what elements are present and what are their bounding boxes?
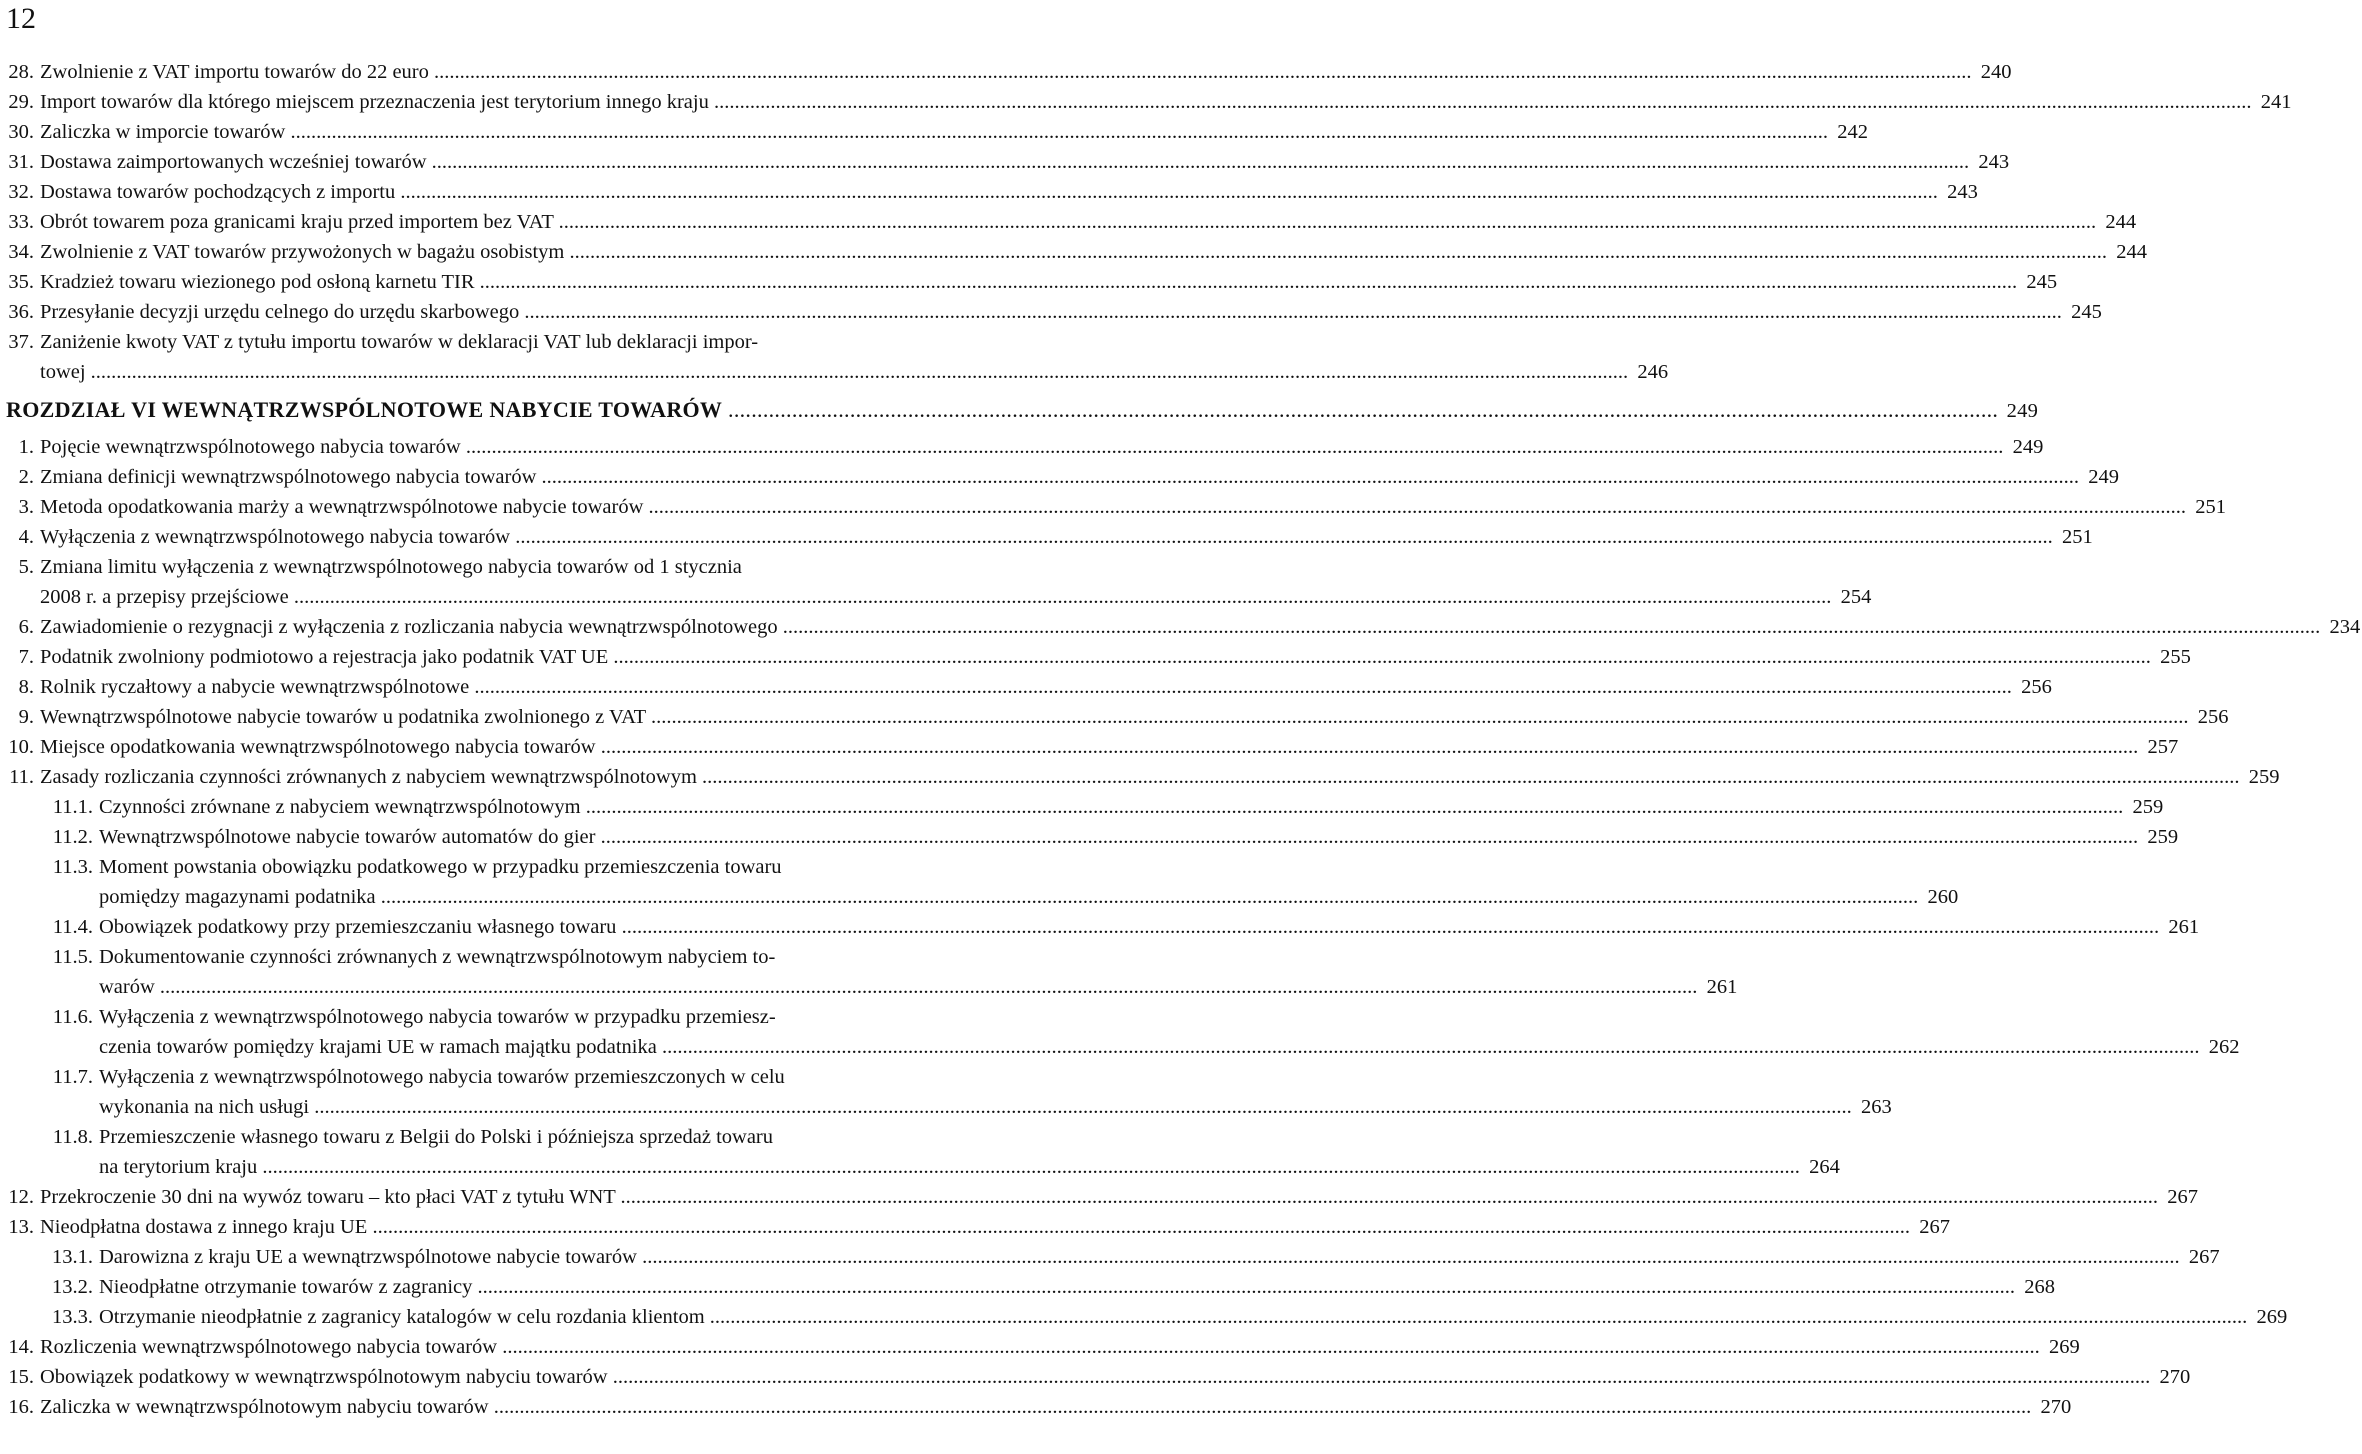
entry-page: 241	[2260, 91, 2292, 113]
toc-entry[interactable]	[0, 147, 2010, 177]
toc-entry[interactable]	[0, 792, 2164, 822]
toc-entry[interactable]	[0, 702, 2229, 732]
entry-title-line2: wykonania na nich usługi .....	[99, 1092, 1852, 1122]
entry-title: Obrót towarem poza granicami kraju przed importem bez VAT .....	[40, 207, 2096, 237]
entry-title-line1: Moment powstania obowiązku podatkowego w przypadku przemieszczenia towaru	[99, 856, 782, 878]
toc-entry[interactable]	[0, 177, 1978, 207]
toc-entry[interactable]	[0, 432, 2044, 462]
chapter-title: ROZDZIAŁ VI WEWNĄTRZWSPÓLNOTOWE NABYCIE TOWARÓW .....	[0, 393, 1998, 427]
toc-entry[interactable]	[0, 942, 1738, 1002]
entry-number: 34.	[8, 241, 34, 263]
entry-number: 33.	[8, 211, 34, 233]
entry-number: 11.7.	[52, 1066, 93, 1088]
entry-page: 249	[2088, 466, 2120, 488]
entry-title-line2: na terytorium kraju .....	[99, 1152, 1800, 1182]
entry-page: 254	[1840, 586, 1872, 608]
toc-entry[interactable]	[0, 1362, 2191, 1392]
entry-page: 259	[2132, 796, 2164, 818]
entry-page: 242	[1837, 121, 1868, 143]
entry-page: 260	[1927, 886, 1959, 908]
entry-number: 35.	[8, 271, 34, 293]
toc-entry[interactable]	[0, 57, 2012, 87]
entry-number: 3.	[18, 496, 34, 518]
toc-entry[interactable]	[0, 522, 2093, 552]
entry-title-line2: towej .....	[40, 357, 1628, 387]
entry-title: Rozliczenia wewnątrzwspólnotowego nabycia towarów .....	[40, 1332, 2040, 1362]
entry-page: 244	[2116, 241, 2147, 263]
entry-number: 12.	[8, 1186, 34, 1208]
toc-entry[interactable]	[0, 1302, 2288, 1332]
toc-entry[interactable]	[0, 732, 2179, 762]
entry-page: 243	[1947, 181, 1978, 203]
entry-title-line1: Wyłączenia z wewnątrzwspólnotowego nabycia towarów przemieszczonych w celu	[99, 1066, 785, 1088]
entry-number: 1.	[18, 436, 34, 458]
entry-number: 11.8.	[52, 1126, 93, 1148]
page-number: 12	[6, 2, 36, 35]
entry-number: 6.	[18, 616, 34, 638]
entry-page: 267	[2188, 1246, 2220, 1268]
toc-entry[interactable]	[0, 87, 2292, 117]
entry-number: 11.2.	[52, 826, 93, 848]
entry-page: 257	[2147, 736, 2179, 758]
entry-number: 11.1.	[52, 796, 93, 818]
entry-title: Wewnątrzwspólnotowe nabycie towarów automatów do gier .....	[99, 822, 2138, 852]
toc-entry[interactable]	[0, 1002, 2240, 1062]
entry-title-line2: pomiędzy magazynami podatnika .....	[99, 882, 1918, 912]
entry-page: 251	[2061, 526, 2093, 548]
entry-number: 16.	[8, 1396, 34, 1418]
entry-title-line2: warów .....	[99, 972, 1697, 1002]
entry-title: Zwolnienie z VAT towarów przywożonych w bagażu osobistym .....	[40, 237, 2107, 267]
toc-entry[interactable]	[0, 207, 2137, 237]
entry-number: 36.	[8, 301, 34, 323]
entry-number: 29.	[8, 91, 34, 113]
entry-number: 31.	[8, 151, 34, 173]
entry-page: 269	[2048, 1336, 2080, 1358]
entry-title: Kradzież towaru wiezionego pod osłoną karnetu TIR .....	[40, 267, 2017, 297]
entry-title: Zaliczka w imporcie towarów .....	[40, 117, 1828, 147]
toc-entry[interactable]	[0, 1242, 2220, 1272]
toc-entry[interactable]	[0, 1272, 2056, 1302]
entry-title-line1: Zmiana limitu wyłączenia z wewnątrzwspólnotowego nabycia towarów od 1 stycznia	[40, 556, 742, 578]
entry-number: 14.	[8, 1336, 34, 1358]
entry-number: 11.4.	[52, 916, 93, 938]
entry-page: 256	[2197, 706, 2229, 728]
entry-page: 245	[2071, 301, 2102, 323]
entry-number: 13.1.	[52, 1246, 93, 1268]
entry-title: Rolnik ryczałtowy a nabycie wewnątrzwspólnotowe .....	[40, 672, 2012, 702]
toc-entry[interactable]	[0, 327, 1669, 387]
entry-title: Darowizna z kraju UE a wewnątrzwspólnotowe nabycie towarów .....	[99, 1242, 2180, 1272]
entry-title-line2: 2008 r. a przepisy przejściowe .....	[40, 582, 1831, 612]
entry-title: Przekroczenie 30 dni na wywóz towaru – kto płaci VAT z tytułu WNT .....	[40, 1182, 2158, 1212]
entry-number: 10.	[8, 736, 34, 758]
entry-title: Otrzymanie nieodpłatnie z zagranicy katalogów w celu rozdania klientom .....	[99, 1302, 2247, 1332]
entry-number: 32.	[8, 181, 34, 203]
entry-page: 264	[1809, 1156, 1840, 1178]
table-of-contents	[0, 57, 2361, 1422]
entry-page: 268	[2024, 1276, 2056, 1298]
entry-number: 5.	[18, 556, 34, 578]
entry-number: 13.3.	[52, 1306, 93, 1328]
entry-page: 244	[2105, 211, 2137, 233]
entry-title-line1: Wyłączenia z wewnątrzwspólnotowego nabycia towarów w przypadku przemiesz-	[99, 1006, 776, 1028]
entry-page: 263	[1860, 1096, 1892, 1118]
entry-number: 28.	[8, 61, 34, 83]
toc-entry[interactable]	[0, 267, 2058, 297]
entry-page: 234	[2329, 616, 2361, 638]
entry-number: 13.2.	[52, 1276, 93, 1298]
entry-title: Dostawa zaimportowanych wcześniej towarów .....	[40, 147, 1969, 177]
toc-entry[interactable]	[0, 462, 2120, 492]
entry-title: Wewnątrzwspólnotowe nabycie towarów u podatnika zwolnionego z VAT .....	[40, 702, 2188, 732]
entry-page: 249	[2012, 436, 2044, 458]
toc-entry[interactable]	[0, 852, 1959, 912]
entry-page: 240	[1980, 61, 2012, 83]
entry-title-line1: Przemieszczenie własnego towaru z Belgii do Polski i późniejsza sprzedaż towaru	[99, 1126, 773, 1148]
toc-entry[interactable]	[0, 237, 2147, 267]
toc-entry[interactable]	[0, 642, 2191, 672]
entry-page: 261	[2168, 916, 2200, 938]
entry-title: Obowiązek podatkowy w wewnątrzwspólnotowym nabyciu towarów .....	[40, 1362, 2150, 1392]
entry-page: 259	[2248, 766, 2280, 788]
entry-title: Podatnik zwolniony podmiotowo a rejestracja jako podatnik VAT UE .....	[40, 642, 2151, 672]
entry-title: Pojęcie wewnątrzwspólnotowego nabycia towarów .....	[40, 432, 2003, 462]
entry-title: Metoda opodatkowania marży a wewnątrzwspólnotowe nabycie towarów .....	[40, 492, 2186, 522]
chapter-page: 249	[2006, 400, 2039, 422]
entry-number: 30.	[8, 121, 34, 143]
toc-entry[interactable]	[0, 492, 2227, 522]
entry-title: Wyłączenia z wewnątrzwspólnotowego nabycia towarów .....	[40, 522, 2053, 552]
entry-page: 269	[2256, 1306, 2288, 1328]
entry-title: Czynności zrównane z nabyciem wewnątrzwspólnotowym .....	[99, 792, 2123, 822]
toc-entry[interactable]	[0, 1212, 1950, 1242]
toc-entry[interactable]	[0, 1062, 1892, 1122]
entry-title: Zaliczka w wewnątrzwspólnotowym nabyciu towarów .....	[40, 1392, 2031, 1422]
entry-title: Przesyłanie decyzji urzędu celnego do urzędu skarbowego .....	[40, 297, 2062, 327]
entry-title: Zasady rozliczania czynności zrównanych z nabyciem wewnątrzwspólnotowym .....	[40, 762, 2240, 792]
toc-entry[interactable]	[0, 1122, 1840, 1182]
entry-page: 270	[2159, 1366, 2191, 1388]
entry-title: Zawiadomienie o rezygnacji z wyłączenia z rozliczania nabycia wewnątrzwspólnotowego .....	[40, 612, 2320, 642]
entry-number: 2.	[18, 466, 34, 488]
toc-entry[interactable]	[0, 1182, 2199, 1212]
entry-title: Zmiana definicji wewnątrzwspólnotowego nabycia towarów .....	[40, 462, 2079, 492]
entry-title-line1: Zaniżenie kwoty VAT z tytułu importu towarów w deklaracji VAT lub deklaracji impor-	[40, 331, 759, 353]
entry-number: 37.	[8, 331, 34, 353]
entry-title: Nieodpłatna dostawa z innego kraju UE .....	[40, 1212, 1910, 1242]
entry-page: 256	[2021, 676, 2052, 698]
entry-number: 15.	[8, 1366, 34, 1388]
entry-page: 243	[1978, 151, 2010, 173]
entry-title: Obowiązek podatkowy przy przemieszczaniu własnego towaru .....	[99, 912, 2159, 942]
chapter-heading[interactable]	[0, 393, 2039, 428]
entry-title: Zwolnienie z VAT importu towarów do 22 euro .....	[40, 57, 1972, 87]
toc-entry[interactable]	[0, 552, 1872, 612]
toc-entry[interactable]	[0, 672, 2052, 702]
entry-title: Miejsce opodatkowania wewnątrzwspólnotowego nabycia towarów .....	[40, 732, 2138, 762]
toc-entry[interactable]	[0, 912, 2200, 942]
toc-entry[interactable]	[0, 612, 2361, 642]
entry-title: Nieodpłatne otrzymanie towarów z zagranicy .....	[99, 1272, 2015, 1302]
toc-entry[interactable]	[0, 1392, 2072, 1422]
toc-entry[interactable]	[0, 762, 2280, 792]
toc-entry[interactable]	[0, 1332, 2080, 1362]
entry-number: 11.	[9, 766, 34, 788]
entry-page: 267	[2167, 1186, 2199, 1208]
entry-page: 246	[1637, 361, 1669, 383]
entry-page: 255	[2160, 646, 2191, 668]
entry-title: Dostawa towarów pochodzących z importu .....	[40, 177, 1938, 207]
entry-number: 11.6.	[52, 1006, 93, 1028]
entry-page: 262	[2208, 1036, 2240, 1058]
entry-number: 7.	[18, 646, 34, 668]
entry-number: 11.3.	[52, 856, 93, 878]
entry-page: 245	[2026, 271, 2058, 293]
toc-entry[interactable]	[0, 297, 2102, 327]
toc-entry[interactable]	[0, 117, 1868, 147]
entry-title: Import towarów dla którego miejscem przeznaczenia jest terytorium innego kraju .....	[40, 87, 2251, 117]
entry-page: 251	[2195, 496, 2227, 518]
toc-entry[interactable]	[0, 822, 2179, 852]
entry-page: 259	[2147, 826, 2179, 848]
entry-number: 13.	[8, 1216, 34, 1238]
entry-page: 270	[2040, 1396, 2072, 1418]
entry-page: 261	[1706, 976, 1738, 998]
entry-number: 11.5.	[52, 946, 93, 968]
entry-number: 4.	[18, 526, 34, 548]
entry-title-line1: Dokumentowanie czynności zrównanych z wewnątrzwspólnotowym nabyciem to-	[99, 946, 776, 968]
entry-number: 9.	[18, 706, 34, 728]
entry-number: 8.	[18, 676, 34, 698]
entry-page: 267	[1919, 1216, 1950, 1238]
entry-title-line2: czenia towarów pomiędzy krajami UE w ramach majątku podatnika .....	[99, 1032, 2199, 1062]
